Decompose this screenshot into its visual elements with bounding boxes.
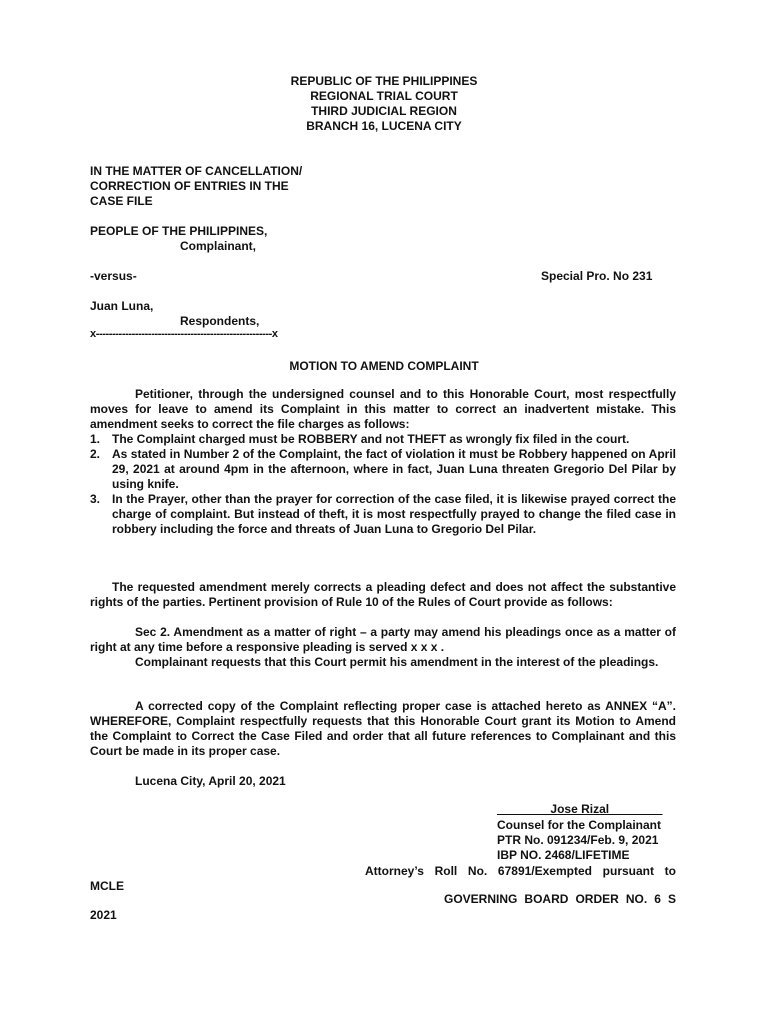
party-respondent-role: Respondents, [180, 314, 260, 328]
list-item: 1. The Complaint charged must be ROBBERY and not THEFT as wrongly fix filed in the court. [90, 432, 630, 446]
request-paragraph: Complainant requests that this Court permit his amendment in the interest of the pleadings. [135, 655, 659, 669]
case-number: Special Pro. No 231 [541, 269, 653, 283]
header-branch: BRANCH 16, LUCENA CITY [306, 119, 462, 133]
counsel-mcle: MCLE [90, 879, 124, 893]
counsel-ptr: PTR No. 091234/Feb. 9, 2021 [497, 833, 659, 847]
order-year: 2021 [90, 908, 117, 922]
list-item: 2. As stated in Number 2 of the Complaint, the fact of violation it must be Robbery happened on April 29, 2021 at around 4pm in the afternoon, where in fact, Juan Luna threaten Gregorio Del Pilar by using knife. [90, 447, 676, 491]
caption-divider: x------------------------------------------------------x [90, 328, 278, 340]
party-respondent: Juan Luna, [90, 299, 154, 313]
document-title: MOTION TO AMEND COMPLAINT [289, 359, 479, 373]
list-item: 3. In the Prayer, other than the prayer for correction of the case filed, it is likewise prayed correct the charge of complaint. But instead of theft, it is most respectfully prayed to change the filed case in robbery including the force and threats of Juan Luna to Gregorio Del Pilar. [90, 492, 676, 536]
intro-paragraph: Petitioner, through the undersigned counsel and to this Honorable Court, most respectfully moves for leave to amend its Complaint in this matter to correct an inadvertent mistake. This amendment seeks to correct the file charges as follows: [90, 387, 676, 431]
matter-line-2: CORRECTION OF ENTRIES IN THE [90, 179, 289, 193]
wherefore-paragraph: A corrected copy of the Complaint reflecting proper case is attached hereto as ANNEX “A”. WHEREFORE, Complaint respectfully requests that this Honorable Court grant its Motion to Amend the Complaint to Correct the Case Filed and order that all future references to Complainant and this Court be made in its proper case. [90, 699, 676, 758]
matter-line-1: IN THE MATTER OF CANCELLATION/ [90, 164, 303, 178]
substantive-rights-paragraph: The requested amendment merely corrects a pleading defect and does not affect the substantive rights of the parties. Pertinent provision of Rule 10 of the Rules of Court provide as follows: [90, 580, 676, 609]
rule-quote-paragraph: Sec 2. Amendment as a matter of right – a party may amend his pleadings once as a matter of right at any time before a responsive pleading is served x x x . [90, 625, 676, 654]
counsel-ibp: IBP NO. 2468/LIFETIME [497, 848, 630, 862]
party-complainant: PEOPLE OF THE PHILIPPINES, [90, 224, 268, 238]
header-region: THIRD JUDICIAL REGION [311, 104, 457, 118]
header-court: REGIONAL TRIAL COURT [310, 89, 458, 103]
counsel-role: Counsel for the Complainant [497, 818, 662, 832]
amendment-list [90, 432, 676, 537]
versus-label: -versus- [90, 269, 137, 283]
counsel-name: ________Jose Rizal________ [497, 802, 663, 816]
party-complainant-role: Complainant, [180, 239, 257, 253]
governing-board-order: GOVERNING BOARD ORDER NO. 6 S [444, 892, 676, 906]
matter-line-3: CASE FILE [90, 194, 153, 208]
header-republic: REPUBLIC OF THE PHILIPPINES [290, 74, 478, 88]
date-place: Lucena City, April 20, 2021 [135, 774, 286, 788]
counsel-roll: Attorney’s Roll No. 67891/Exempted pursuant to [365, 864, 676, 878]
